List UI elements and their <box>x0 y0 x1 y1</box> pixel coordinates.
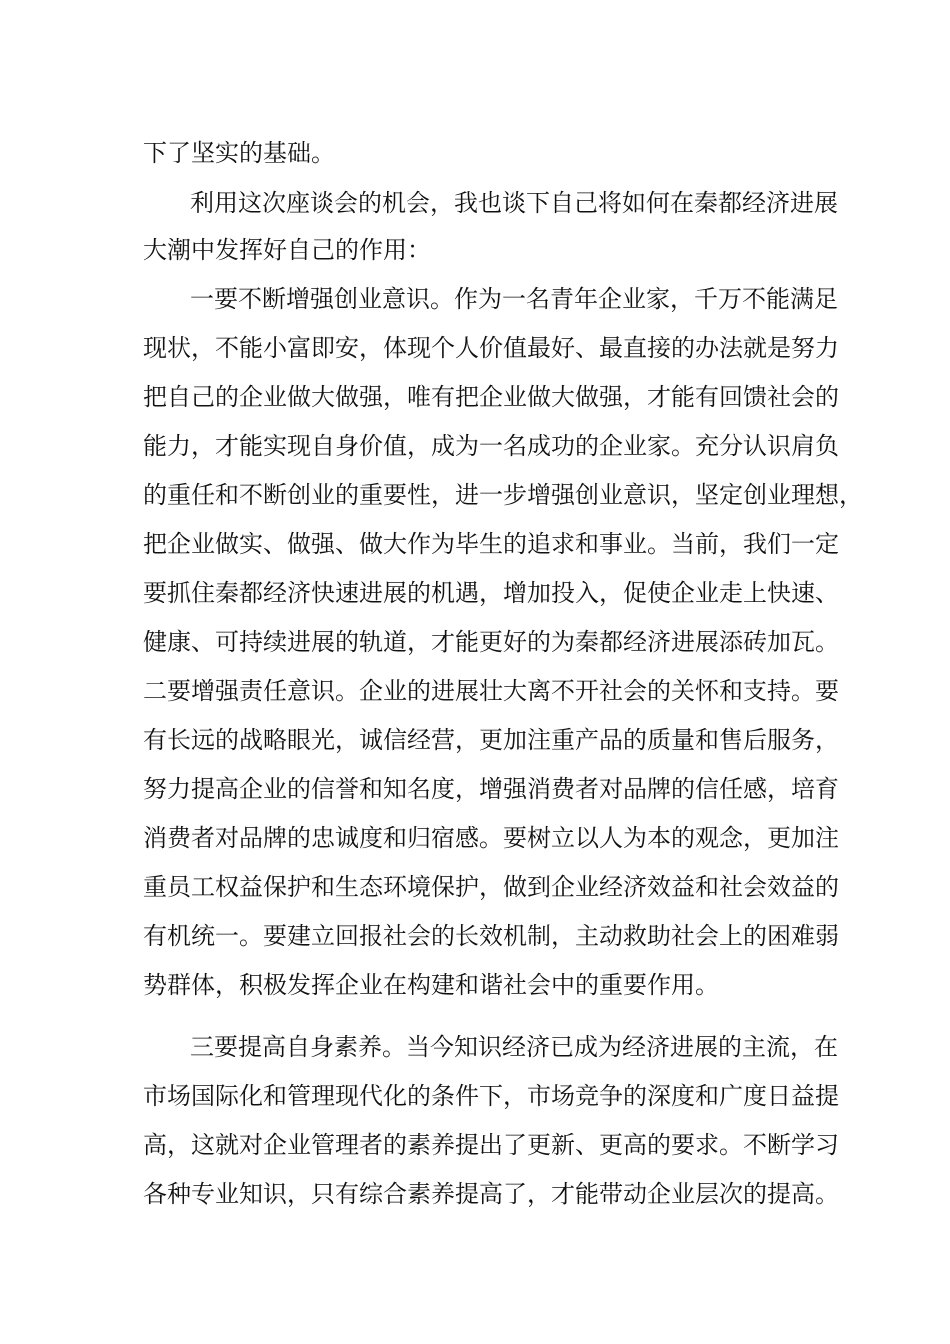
text-line: 把企业做实、做强、做大作为毕生的追求和事业。当前，我们一定 <box>143 530 839 558</box>
text-line: 努力提高企业的信誉和知名度，增强消费者对品牌的信任感，培育 <box>143 775 839 803</box>
text-line: 把自己的企业做大做强，唯有把企业做大做强，才能有回馈社会的 <box>143 383 839 411</box>
text-line: 重员工权益保护和生态环境保护，做到企业经济效益和社会效益的 <box>143 873 839 901</box>
text-line: 一要不断增强创业意识。作为一名青年企业家，千万不能满足 <box>190 285 838 313</box>
text-line: 有机统一。要建立回报社会的长效机制，主动救助社会上的困难弱 <box>143 922 839 950</box>
text-line: 利用这次座谈会的机会，我也谈下自己将如何在秦都经济进展 <box>190 189 838 217</box>
text-line: 大潮中发挥好自己的作用： <box>143 236 431 264</box>
text-line: 势群体，积极发挥企业在构建和谐社会中的重要作用。 <box>143 971 719 999</box>
text-line: 高，这就对企业管理者的素养提出了更新、更高的要求。不断学习 <box>143 1131 839 1159</box>
text-line: 的重任和不断创业的重要性，进一步增强创业意识，坚定创业理想， <box>143 481 863 509</box>
text-line: 三要提高自身素养。当今知识经济已成为经济进展的主流，在 <box>190 1033 838 1061</box>
text-line: 下了坚实的基础。 <box>143 139 335 167</box>
text-line: 现状，不能小富即安，体现个人价值最好、最直接的办法就是努力 <box>143 334 839 362</box>
text-line: 消费者对品牌的忠诚度和归宿感。要树立以人为本的观念，更加注 <box>143 824 839 852</box>
text-line: 各种专业知识，只有综合素养提高了，才能带动企业层次的提高。 <box>143 1180 839 1208</box>
text-line: 市场国际化和管理现代化的条件下，市场竞争的深度和广度日益提 <box>143 1082 839 1110</box>
text-line: 二要增强责任意识。企业的进展壮大离不开社会的关怀和支持。要 <box>143 677 839 705</box>
text-line: 能力，才能实现自身价值，成为一名成功的企业家。充分认识肩负 <box>143 432 839 460</box>
text-line: 有长远的战略眼光，诚信经营，更加注重产品的质量和售后服务， <box>143 726 839 754</box>
text-line: 健康、可持续进展的轨道，才能更好的为秦都经济进展添砖加瓦。 <box>143 628 839 656</box>
text-line: 要抓住秦都经济快速进展的机遇，增加投入，促使企业走上快速、 <box>143 579 839 607</box>
